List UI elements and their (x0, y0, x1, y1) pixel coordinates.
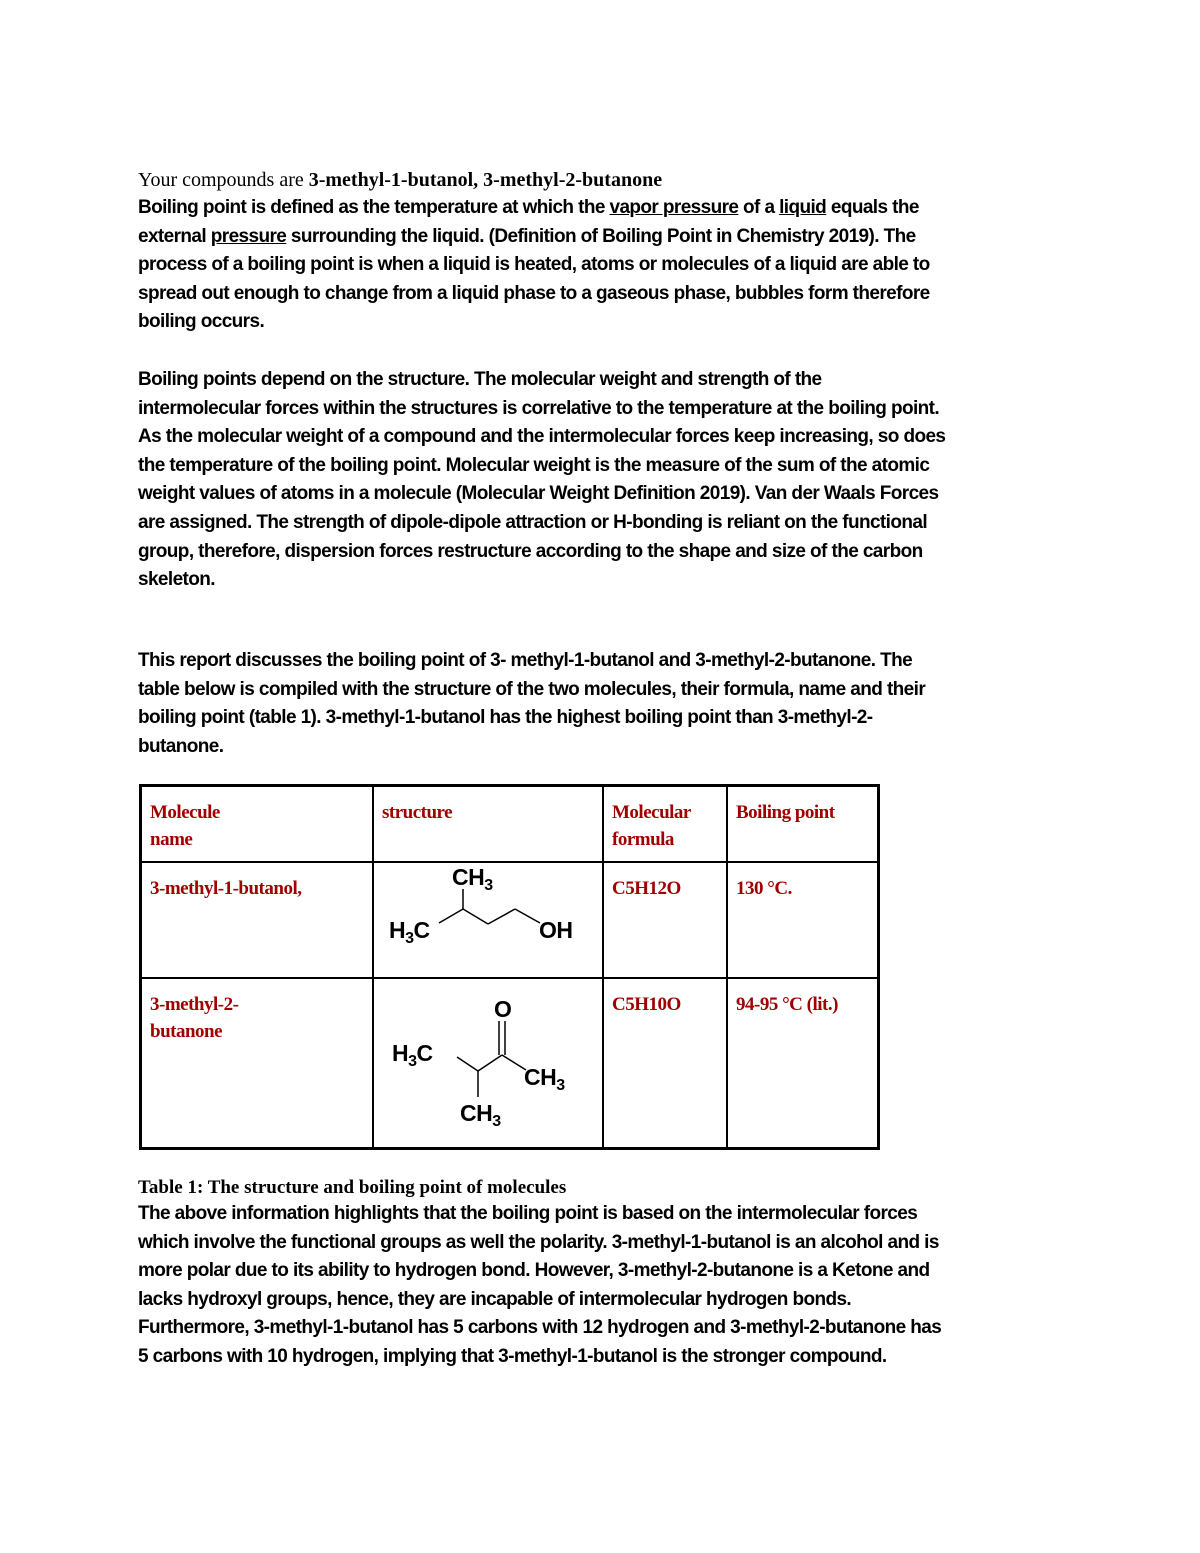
intro-prefix: Your compounds are (138, 169, 309, 191)
svg-text:O: O (494, 996, 512, 1022)
text-line: This report discusses the boiling point of 3- methyl-1-butanol and 3-methyl-2-butanone. The (138, 650, 913, 671)
header-molecular-formula: Molecular formula (603, 786, 727, 863)
cell-structure (373, 978, 603, 1149)
text-line: are assigned. The strength of dipole-dipole attraction or H-bonding is reliant on the functional (138, 511, 927, 533)
table-row (141, 862, 879, 978)
header-molecule-name: Molecule name (141, 786, 374, 863)
text-line: table below is compiled with the structure of the two molecules, their formula, name and their (138, 678, 926, 700)
text-line: skeleton. (138, 569, 215, 591)
paragraph-report-summary (138, 647, 1068, 761)
structure-3-methyl-1-butanol-icon (374, 863, 602, 959)
text-line: The above information highlights that the boiling point is based on the intermolecular forces (138, 1203, 918, 1224)
svg-text:CH3: $CH_3$ (524, 1064, 565, 1094)
text-line: Boiling points depend on the structure. The molecular weight and strength of the (138, 369, 822, 390)
cell-molecule-name: 3-methyl-2- butanone (141, 978, 374, 1149)
link-liquid[interactable]: liquid (779, 197, 827, 218)
svg-text:CH3: $CH_3$ (452, 864, 493, 894)
cell-molecule-name: 3-methyl-1-butanol, (141, 862, 374, 978)
molecule-table (139, 784, 880, 1150)
text-line: butanone. (138, 735, 224, 757)
text-line: weight values of atoms in a molecule (Molecular Weight Definition 2019). Van der Waals Forces (138, 483, 939, 505)
structure-3-methyl-2-butanone-icon (374, 979, 602, 1147)
text-line: boiling point (table 1). 3-methyl-1-butanol has the highest boiling point than 3-methyl-2- (138, 707, 873, 729)
text-line: Furthermore, 3-methyl-1-butanol has 5 carbons with 12 hydrogen and 3-methyl-2-butanone has (138, 1317, 942, 1339)
link-vapor-pressure[interactable]: vapor pressure (609, 197, 739, 218)
text-line: process of a boiling point is when a liquid is heated, atoms or molecules of a liquid are able to (138, 254, 930, 276)
cell-formula: C5H10O (603, 978, 727, 1149)
text-line: boiling occurs. (138, 311, 265, 333)
svg-text:H3C: $H_3C$ (392, 1040, 433, 1070)
paragraph-structure-dependence (138, 366, 1068, 595)
text-line: the temperature of the boiling point. Molecular weight is the measure of the sum of the atomic (138, 454, 930, 476)
table-header-row (141, 786, 879, 863)
header-boiling-point: Boiling point (727, 786, 879, 863)
text-line: more polar due to its ability to hydrogen bond. However, 3-methyl-2-butanone is a Ketone and (138, 1260, 930, 1282)
text-line: which involve the functional groups as well the polarity. 3-methyl-1-butanol is an alcohol and is (138, 1231, 939, 1253)
svg-text:H3C: $H_3C$ (389, 917, 430, 947)
cell-formula: C5H12O (603, 862, 727, 978)
paragraph-boiling-point-definition (138, 194, 1068, 337)
text-line: Boiling point is defined as the temperature at which the vapor pressure of a liquid equals the (138, 197, 919, 218)
table-row (141, 978, 879, 1149)
intro-compounds: 3-methyl-1-butanol, 3-methyl-2-butanone (308, 169, 663, 191)
text-line: spread out enough to change from a liquid phase to a gaseous phase, bubbles form therefore (138, 282, 930, 304)
cell-boiling-point: 130 °C. (727, 862, 879, 978)
text-line: 5 carbons with 10 hydrogen, implying that 3-methyl-1-butanol is the stronger compound. (138, 1345, 887, 1367)
cell-boiling-point: 94-95 °C (lit.) (727, 978, 879, 1149)
text-line: group, therefore, dispersion forces restructure according to the shape and size of the carbon (138, 540, 923, 562)
text-line: As the molecular weight of a compound and the intermolecular forces keep increasing, so does (138, 426, 946, 448)
text-line: external pressure surrounding the liquid. (Definition of Boiling Point in Chemistry 2019). The (138, 225, 916, 247)
paragraph-conclusion (138, 1200, 1068, 1372)
header-structure: structure (373, 786, 603, 863)
compounds-intro (138, 166, 662, 194)
svg-text:CH3: $CH_3$ (460, 1100, 501, 1130)
table-caption: Table 1: The structure and boiling point of molecules (138, 1177, 567, 1198)
svg-text:OH: OH (539, 917, 573, 943)
text-line: intermolecular forces within the structures is correlative to the temperature at the boiling point. (138, 397, 940, 419)
text-line: lacks hydroxyl groups, hence, they are incapable of intermolecular hydrogen bonds. (138, 1288, 852, 1310)
cell-structure (373, 862, 603, 978)
link-pressure[interactable]: pressure (210, 225, 287, 247)
